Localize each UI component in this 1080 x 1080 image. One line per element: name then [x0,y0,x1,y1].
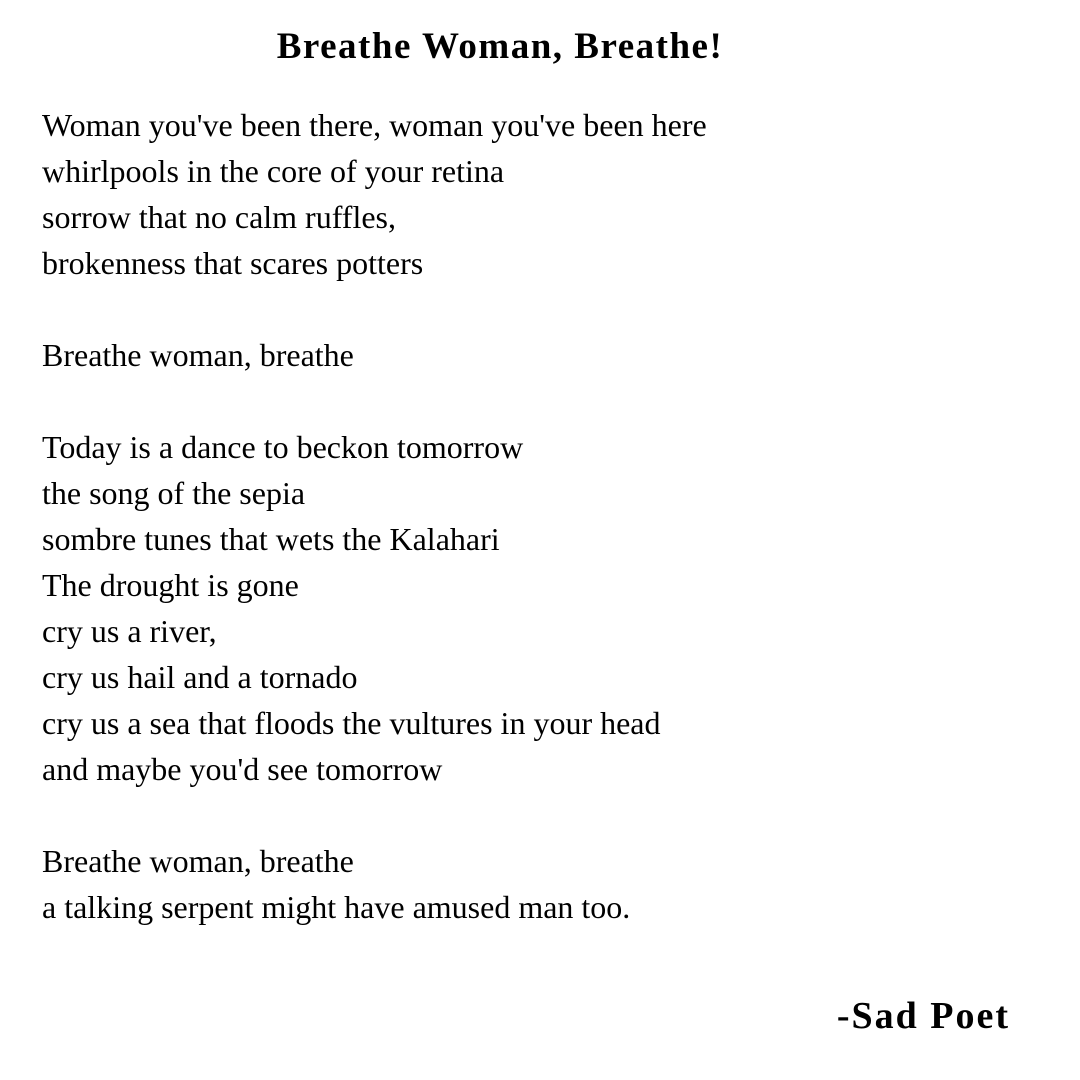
stanza-4 [42,838,1042,930]
poem-line: the song of the sepia [42,475,306,511]
poem-line: whirlpools in the core of your retina [42,153,505,189]
poem-line: sombre tunes that wets the Kalahari [42,521,500,557]
stanza-1 [42,102,1042,286]
poem-line: Woman you've been there, woman you've been here [42,107,707,143]
poem-line: cry us hail and a tornado [42,659,358,695]
poem-line: a talking serpent might have amused man too. [42,889,631,925]
poem-line: and maybe you'd see tomorrow [42,751,443,787]
poem-line: The drought is gone [42,567,299,603]
poem-line: brokenness that scares potters [42,245,424,281]
poem-line: sorrow that no calm ruffles, [42,199,396,235]
stanza-2 [42,332,1042,378]
poem-title: Breathe Woman, Breathe! [276,26,724,67]
poem-line: Breathe woman, breathe [42,337,354,373]
stanza-3 [42,424,1042,792]
poem-line: cry us a river, [42,613,217,649]
poem-body [42,102,1042,930]
poem-line: cry us a sea that floods the vultures in your head [42,705,661,741]
poem-line: Breathe woman, breathe [42,843,354,879]
poet-signature: -Sad Poet [836,995,1010,1037]
poem-line: Today is a dance to beckon tomorrow [42,429,524,465]
